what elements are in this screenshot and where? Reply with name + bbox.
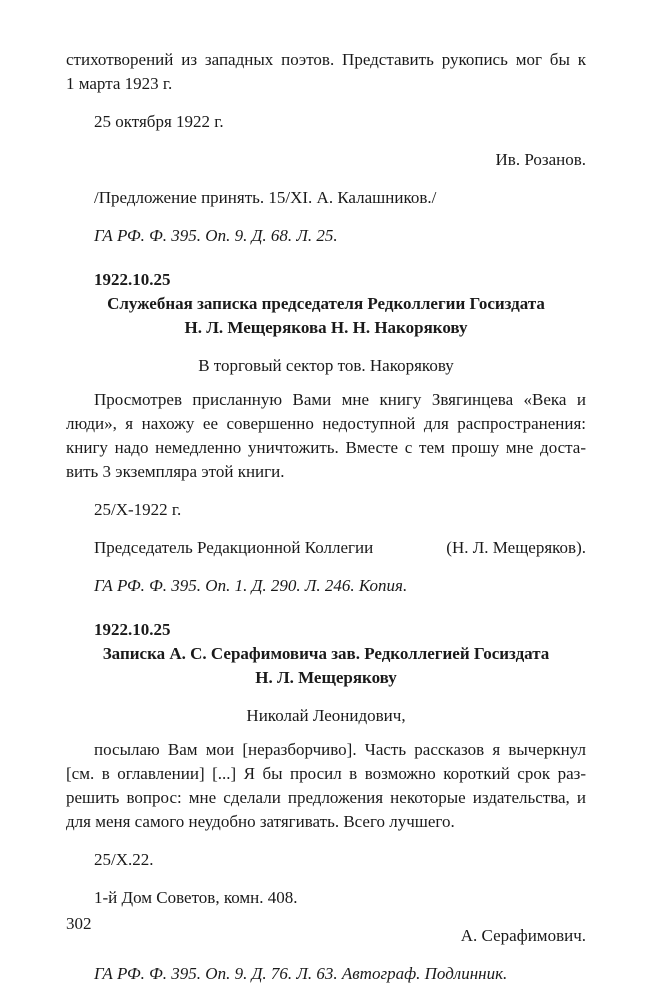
doc1-resolution: /Предложение принять. 15/XI. А. Калашников./ [94, 188, 437, 207]
doc1-text-line: стихотворений из западных поэтов. Представить рукопись мог бы к [66, 50, 586, 69]
doc3-title-line: Н. Л. Мещерякову [255, 668, 397, 687]
doc2-body-line: вить 3 экземпляра этой книги. [66, 462, 285, 481]
doc3-salutation: Николай Леонидович, [246, 706, 406, 725]
doc3-date: 25/X.22. [94, 850, 154, 869]
doc2-addressee: В торговый сектор тов. Накорякову [198, 356, 454, 375]
doc2-body-line: Просмотрев присланную Вами мне книгу Звягинцева «Века и [94, 390, 586, 409]
doc2-signer-title: Председатель Редакционной Коллегии [94, 538, 374, 557]
doc1-date: 25 октября 1922 г. [94, 112, 224, 131]
doc1-signature: Ив. Розанов. [495, 150, 586, 169]
doc3-title-line: Записка А. С. Серафимовича зав. Редколлегией Госиздата [102, 644, 550, 663]
doc3-body-line: [см. в оглавлении] [...] Я бы просил в возможно короткий срок раз- [66, 764, 586, 783]
doc1-source: ГА РФ. Ф. 395. Оп. 9. Д. 68. Л. 25. [94, 226, 338, 245]
doc3-source: ГА РФ. Ф. 395. Оп. 9. Д. 76. Л. 63. Автограф. Подлинник. [94, 964, 508, 983]
doc2-signer-name: (Н. Л. Мещеряков). [446, 538, 586, 557]
doc3-body-line: решить вопрос: мне сделали предложения некоторые издательства, и [66, 788, 586, 807]
doc1-text-line: 1 марта 1923 г. [66, 74, 173, 93]
doc3-body-line: для меня самого неудобно затягивать. Всего лучшего. [66, 812, 455, 831]
doc3-date-code: 1922.10.25 [94, 620, 171, 639]
page-body [66, 48, 586, 986]
doc2-title-line: Н. Л. Мещерякова Н. Н. Накорякову [184, 318, 468, 337]
doc2-body-line: книгу надо немедленно уничтожить. Вместе с тем прошу мне доста- [66, 438, 586, 457]
doc3-signature: А. Серафимович. [460, 926, 586, 945]
doc2-title-line: Служебная записка председателя Редколлегии Госиздата [107, 294, 545, 313]
doc2-date: 25/X-1922 г. [94, 500, 182, 519]
doc2-signature-row [66, 536, 586, 560]
doc3-body-line: посылаю Вам мои [неразборчиво]. Часть рассказов я вычеркнул [94, 740, 586, 759]
doc2-body-line: люди», я нахожу ее совершенно недоступной для распространения: [66, 414, 586, 433]
page-number: 302 [66, 914, 92, 933]
doc2-date-code: 1922.10.25 [94, 270, 171, 289]
doc2-source: ГА РФ. Ф. 395. Оп. 1. Д. 290. Л. 246. Копия. [94, 576, 408, 595]
doc3-address: 1-й Дом Советов, комн. 408. [94, 888, 298, 907]
